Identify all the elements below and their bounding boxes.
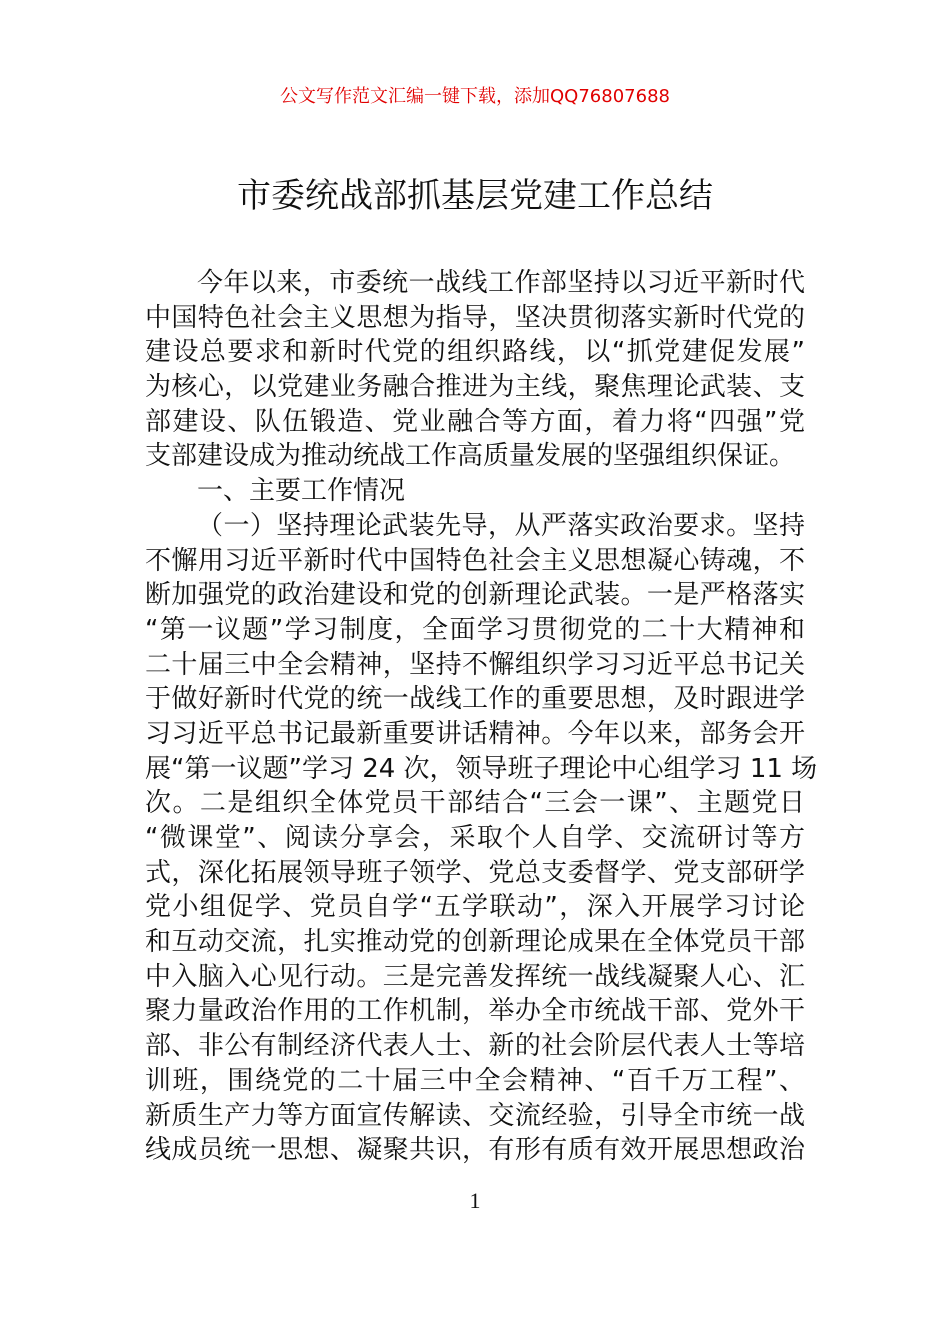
paragraph-line: 部建设、队伍锻造、党业融合等方面，着力将“四强”党 <box>145 406 805 437</box>
paragraph-line: （一）坚持理论武装先导，从严落实政治要求。坚持 <box>197 510 805 541</box>
paragraph-line: 中入脑入心见行动。三是完善发挥统一战线凝聚人心、汇 <box>145 961 805 992</box>
paragraph-line: 于做好新时代党的统一战线工作的重要思想，及时跟进学 <box>145 684 805 715</box>
watermark-header: 公文写作范文汇编一键下载，添加QQ76807688 <box>280 86 670 107</box>
paragraph-line: 聚力量政治作用的工作机制，举办全市统战干部、党外干 <box>145 996 805 1027</box>
paragraph-line: “微课堂”、阅读分享会，采取个人自学、交流研讨等方 <box>145 823 805 853</box>
paragraph-line: “第一议题”学习制度，全面学习贯彻党的二十大精神和 <box>145 614 805 645</box>
paragraph-line: 为核心，以党建业务融合推进为主线，聚焦理论武装、支 <box>145 372 805 403</box>
paragraph-line: 和互动交流，扎实推动党的创新理论成果在全体党员干部 <box>145 927 805 958</box>
paragraph-line: 建设总要求和新时代党的组织路线，以“抓党建促发展” <box>145 337 805 368</box>
paragraph-line: 支部建设成为推动统战工作高质量发展的坚强组织保证。 <box>145 441 796 472</box>
paragraph-line: 习习近平总书记最新重要讲话精神。今年以来，部务会开 <box>145 718 805 749</box>
paragraph-line: 新质生产力等方面宣传解读、交流经验，引导全市统一战 <box>145 1100 805 1131</box>
paragraph-line: 次。二是组织全体党员干部结合“三会一课”、主题党日 <box>145 788 805 819</box>
paragraph-line: 线成员统一思想、凝聚共识，有形有质有效开展思想政治 <box>145 1135 805 1166</box>
page-number: 1 <box>469 1188 481 1213</box>
paragraph-line: 中国特色社会主义思想为指导，坚决贯彻落实新时代党的 <box>145 302 805 333</box>
paragraph-line: 部、非公有制经济代表人士、新的社会阶层代表人士等培 <box>145 1031 805 1062</box>
section-heading: 一、主要工作情况 <box>197 476 406 507</box>
paragraph-line: 断加强党的政治建设和党的创新理论武装。一是严格落实 <box>145 580 805 611</box>
paragraph-line: 展“第一议题”学习 24 次，领导班子理论中心组学习 11 场 <box>145 753 818 784</box>
paragraph-line: 式，深化拓展领导班子领学、党总支委督学、党支部研学 <box>145 857 805 888</box>
paragraph-line: 训班，围绕党的二十届三中全会精神、“百千万工程”、 <box>145 1065 805 1096</box>
paragraph-line: 党小组促学、党员自学“五学联动”，深入开展学习讨论 <box>145 892 805 923</box>
paragraph-line: 今年以来，市委统一战线工作部坚持以习近平新时代 <box>197 268 805 298</box>
document-body <box>145 266 818 1168</box>
paragraph-line: 不懈用习近平新时代中国特色社会主义思想凝心铸魂，不 <box>145 545 805 576</box>
document-title: 市委统战部抓基层党建工作总结 <box>237 176 713 216</box>
paragraph-line: 二十届三中全会精神，坚持不懈组织学习习近平总书记关 <box>145 649 805 680</box>
